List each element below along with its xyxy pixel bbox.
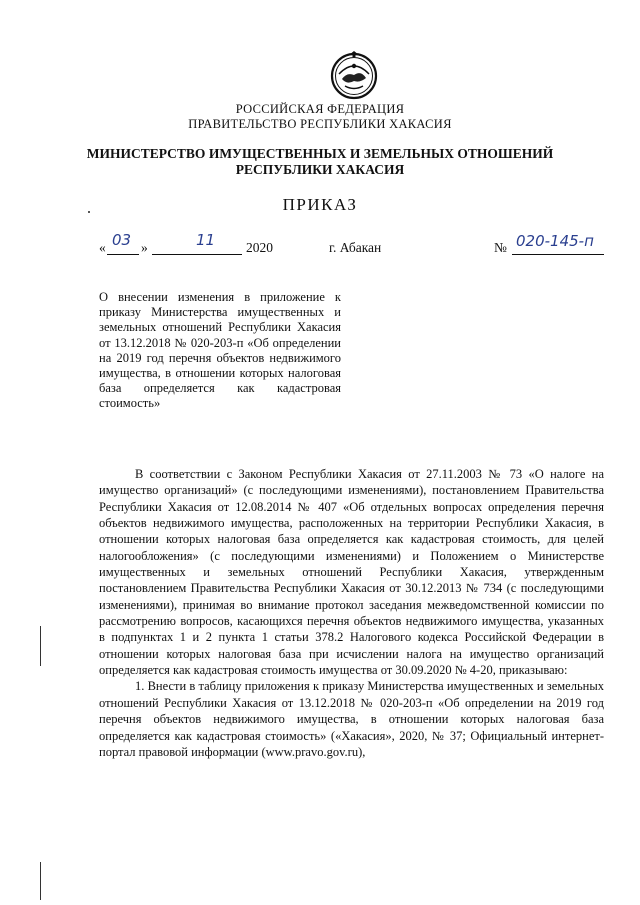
date-close-quote: » bbox=[141, 240, 148, 255]
order-body bbox=[99, 466, 604, 760]
government-name: ПРАВИТЕЛЬСТВО РЕСПУБЛИКИ ХАКАСИЯ bbox=[188, 117, 452, 131]
order-number: 020-145-п bbox=[516, 232, 594, 250]
date-year: 2020 bbox=[246, 240, 273, 255]
date-day: 03 bbox=[112, 231, 132, 249]
ministry-name-line-2: РЕСПУБЛИКИ ХАКАСИЯ bbox=[235, 162, 405, 177]
ministry-name-line-1: МИНИСТЕРСТВО ИМУЩЕСТВЕННЫХ И ЗЕМЕЛЬНЫХ ОТНОШЕНИЙ bbox=[86, 146, 554, 161]
date-open-quote: « bbox=[99, 240, 106, 255]
number-sign: № bbox=[494, 240, 507, 255]
country-name: РОССИЙСКАЯ ФЕДЕРАЦИЯ bbox=[235, 102, 405, 116]
khakassia-coat-of-arms-icon bbox=[329, 50, 379, 100]
body-paragraph: В соответствии с Законом Республики Хакасия от 27.11.2003 № 73 «О налоге на имущество организаций» (с последующими изменениями), постановлением Правительства Республики Хакасия от 12.08.2014 № 407 «Об отдельных вопросах определения перечня объектов недвижимого имущества, расположенных на территории Республики Хакасия, в отношении которых налоговая база определяется как кадастровая стоимость, для целей налогообложения» (с последующими изменениями) и Положением о Министерстве имущественных и земельных отношений Республики Хакасия, утвержденным постановлением Правительства Республики Хакасия от 30.12.2013 № 734 (с последующими изменениями), принимая во внимание протокол заседания межведомственной комиссии по рассмотрению вопросов, касающихся перечня объектов недвижимого имущества, указанных в подпунктах 1 и 2 пункта 1 статьи 378.2 Налогового кодекса Российской Федерации в отношении которых налоговая база при исчислении налога на имущество организаций определяется как кадастровая стоимость имущества от 30.09.2020 № 4-20, приказываю: bbox=[99, 467, 604, 678]
scan-margin-mark bbox=[40, 862, 41, 900]
order-subject: О внесении изменения в приложение к приказу Министерства имущественных и земельных отношений Республики Хакасия от 13.12.2018 № 020-203-п «Об определении на 2019 год перечня объектов недвижимого имущества, в отношении которых налоговая база определяется как кадастровая стоимость» bbox=[99, 290, 341, 411]
order-city: г. Абакан bbox=[329, 240, 382, 255]
scan-margin-mark bbox=[40, 626, 41, 666]
date-month: 11 bbox=[196, 231, 216, 249]
order-date-row bbox=[0, 230, 640, 260]
body-paragraph: 1. Внести в таблицу приложения к приказу Министерства имущественных и земельных отношений Республики Хакасия от 13.12.2018 № 020-203-п «Об определении на 2019 год перечня объектов недвижимого имущества, в отношении которых налоговая база определяется как кадастровая стоимость» («Хакасия», 2020, № 37; Официальный интернет-портал правовой информации (www.pravo.gov.ru), bbox=[99, 679, 604, 759]
stray-dot bbox=[88, 211, 90, 213]
order-title: ПРИКАЗ bbox=[282, 195, 358, 214]
